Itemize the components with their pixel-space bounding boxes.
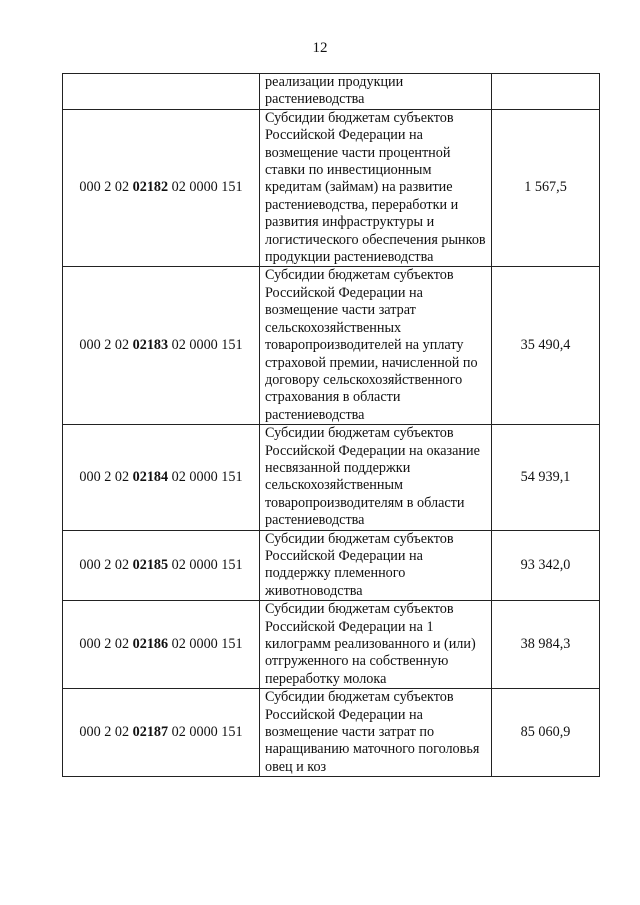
- amount-cell: [492, 74, 600, 110]
- code-cell: [63, 267, 260, 425]
- code-suffix: 02 0000 151: [168, 337, 243, 354]
- code-cell: [63, 109, 260, 267]
- description-cell: Субсидии бюджетам субъектов Российской Федерации на оказание несвязанной поддержки сельскохозяйственным товаропроизводителям в области растениеводства: [260, 425, 492, 530]
- amount-cell: 85 060,9: [492, 689, 600, 777]
- amount-cell: 1 567,5: [492, 109, 600, 267]
- code-prefix: 000 2 02: [79, 556, 133, 573]
- code-cell: [63, 425, 260, 530]
- code-suffix: 02 0000 151: [168, 179, 243, 196]
- code-prefix: 000 2 02: [79, 636, 133, 652]
- table-row: [63, 425, 600, 530]
- code-bold: 02185: [132, 556, 169, 573]
- code-suffix: 02 0000 151: [168, 468, 243, 485]
- code-prefix: 000 2 02: [79, 724, 133, 741]
- page-number: 12: [312, 40, 328, 56]
- amount-cell: 54 939,1: [492, 425, 600, 530]
- table-row: [63, 601, 600, 689]
- code-suffix: 02 0000 151: [168, 636, 243, 652]
- description-cell: Субсидии бюджетам субъектов Российской Федерации на возмещение части процентной ставки по инвестиционным кредитам (займам) на развитие растениеводства, переработки и развития инфраструктуры и логистического обеспечения рынков продукции растениеводства: [260, 109, 492, 267]
- amount-cell: 93 342,0: [492, 530, 600, 601]
- description-cell: Субсидии бюджетам субъектов Российской Федерации на 1 килограмм реализованного и (или) отгруженного на собственную переработку молока: [260, 601, 492, 689]
- amount-cell: 38 984,3: [492, 601, 600, 689]
- description-cell: Субсидии бюджетам субъектов Российской Федерации на возмещение части затрат по наращиванию маточного поголовья овец и коз: [260, 689, 492, 777]
- table-row-continuation: [63, 74, 600, 110]
- code-bold: 02186: [132, 636, 169, 652]
- code-cell: [63, 74, 260, 110]
- code-prefix: 000 2 02: [79, 337, 133, 354]
- table-row: [63, 530, 600, 601]
- budget-table: [62, 73, 600, 777]
- code-cell: [63, 601, 260, 689]
- code-bold: 02183: [132, 337, 169, 354]
- table-row: [63, 109, 600, 267]
- description-cell: Субсидии бюджетам субъектов Российской Федерации на поддержку племенного животноводства: [260, 530, 492, 601]
- description-cell: Субсидии бюджетам субъектов Российской Федерации на возмещение части затрат сельскохозяйственных товаропроизводителей на уплату страховой премии, начисленной по договору сельскохозяйственного страхования в области растениеводства: [260, 267, 492, 425]
- table-row: [63, 267, 600, 425]
- code-suffix: 02 0000 151: [168, 556, 243, 573]
- code-bold: 02187: [132, 724, 169, 741]
- code-prefix: 000 2 02: [79, 468, 133, 485]
- code-cell: [63, 689, 260, 777]
- code-cell: [63, 530, 260, 601]
- amount-cell: 35 490,4: [492, 267, 600, 425]
- code-bold: 02182: [132, 179, 169, 196]
- code-prefix: 000 2 02: [79, 179, 133, 196]
- description-cell: реализации продукции растениеводства: [260, 74, 492, 110]
- code-suffix: 02 0000 151: [168, 724, 243, 741]
- code-bold: 02184: [132, 468, 169, 485]
- table-row: [63, 689, 600, 777]
